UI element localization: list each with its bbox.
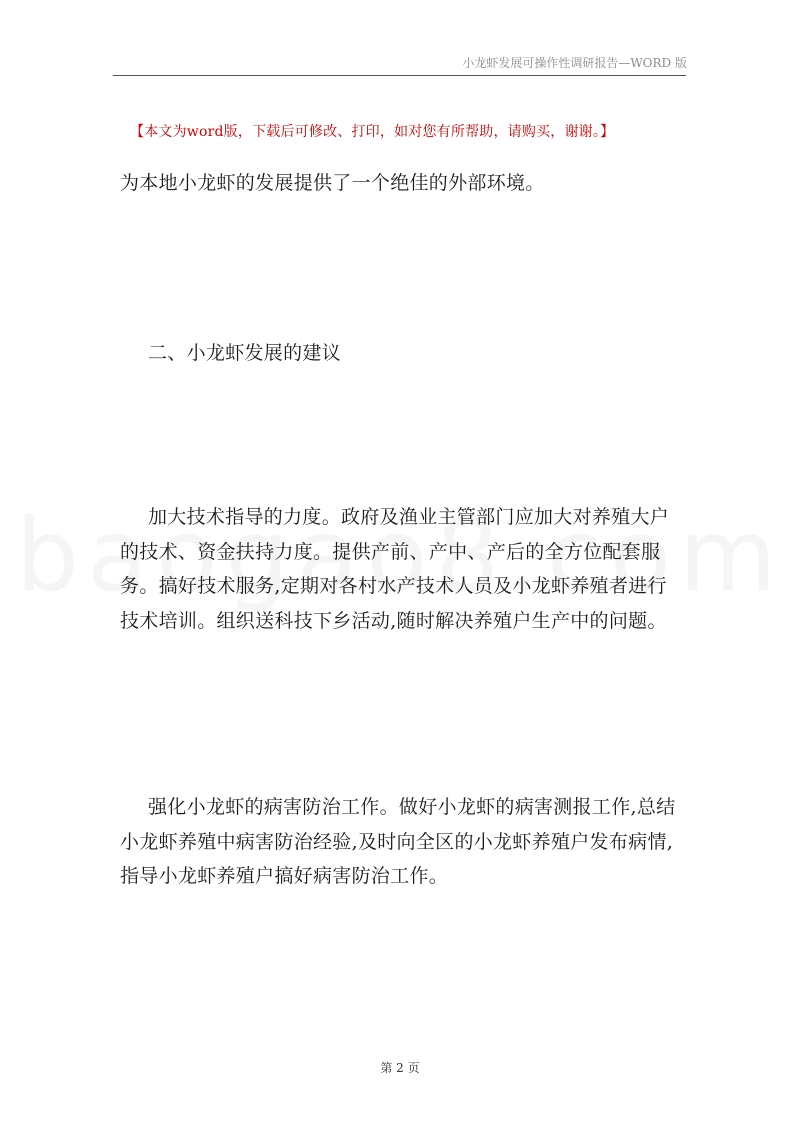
header-divider (113, 75, 686, 76)
running-header: 小龙虾发展可操作性调研报告—WORD 版 (462, 56, 687, 70)
paragraph-environment: 为本地小龙虾的发展提供了一个绝佳的外部环境。 (120, 172, 545, 194)
paragraph-disease-prevention: 强化小龙虾的病害防治工作。做好小龙虾的病害测报工作,总结小龙虾养殖中病害防治经验,及时向全区的小龙虾养殖户发布病情,指导小龙虾养殖户搞好病害防治工作。 (120, 796, 676, 887)
paragraph-technical-guidance: 加大技术指导的力度。政府及渔业主管部门应加大对养殖大户的技术、资金扶持力度。提供产前、产中、产后的全方位配套服务。搞好技术服务,定期对各村水产技术人员及小龙虾养殖者进行技术培训。组织送科技下乡活动,随时解决养殖户生产中的问题。 (120, 506, 670, 632)
page-number: 第 2 页 (380, 1061, 420, 1075)
download-notice: 【本文为word版，下载后可修改、打印，如对您有所帮助，请购买，谢谢。】 (130, 124, 615, 140)
section-heading: 二、小龙虾发展的建议 (148, 342, 342, 364)
